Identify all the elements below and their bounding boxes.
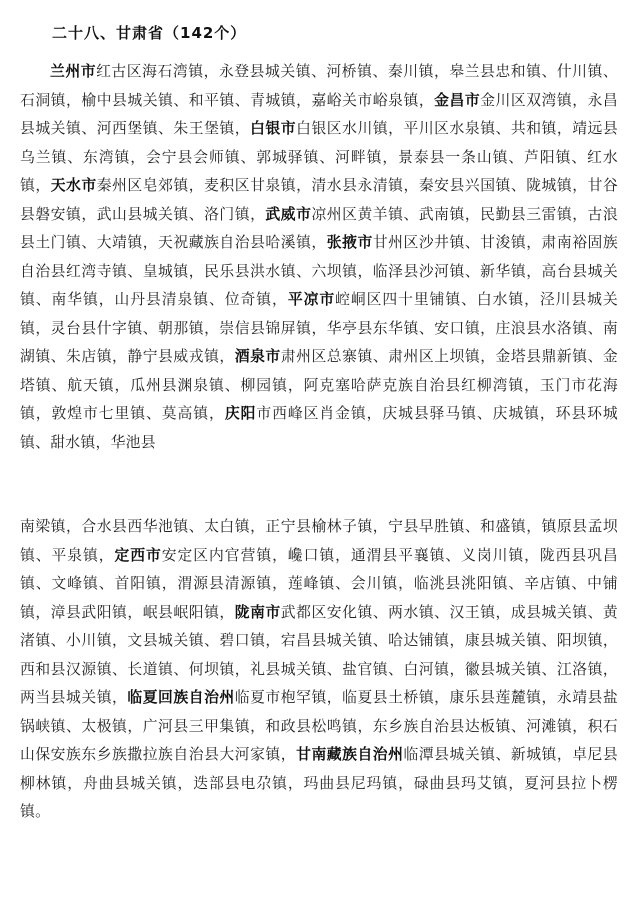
town-list-text: 红古区海石湾镇，永登县城关镇、河桥镇、秦川镇，皋兰县忠和镇、什川镇、石洞镇，榆中县城关镇、和平镇、青城镇，嘉峪关市峪泉镇， <box>20 63 618 109</box>
town-list-text: 安定区内官营镇，巉口镇，通渭县平襄镇、义岗川镇，陇西县巩昌镇、文峰镇、首阳镇，渭源县清源镇，莲峰镇、会川镇，临洮县洮阳镇、辛店镇、中铺镇，漳县武阳镇，岷县岷阳镇， <box>20 546 618 621</box>
city-name: 庆阳 <box>224 405 257 422</box>
town-list-text: 崆峒区四十里铺镇、白水镇，泾川县城关镇，灵台县什字镇、朝那镇，崇信县锦屏镇，华亭县东华镇、安口镇，庄浪县水洛镇、南湖镇、朱店镇，静宁县威戎镇， <box>20 291 618 365</box>
section-title: 二十八、甘肃省（142个） <box>52 24 247 42</box>
town-list-text: 临潭县城关镇、新城镇，卓尼县柳林镇，舟曲县城关镇，迭部县电尕镇，玛曲县尼玛镇，碌曲县玛艾镇，夏河县拉卜楞镇。 <box>20 746 618 820</box>
city-name: 张掖市 <box>326 234 373 251</box>
town-list-text: 南梁镇，合水县西华池镇、太白镇，正宁县榆林子镇，宁县早胜镇、和盛镇，镇原县孟坝镇、平泉镇， <box>20 518 618 564</box>
town-list-text: 凉州区黄羊镇、武南镇，民勤县三雷镇，古浪县土门镇、大靖镇，天祝藏族自治县哈溪镇， <box>20 205 618 251</box>
city-name: 平凉市 <box>287 291 336 308</box>
town-list-paragraph-2 <box>20 513 618 827</box>
town-list-paragraph-1 <box>20 58 618 457</box>
city-name: 陇南市 <box>234 603 281 621</box>
town-list-text: 白银区水川镇，平川区水泉镇、共和镇，靖远县乌兰镇、东湾镇，会宁县会师镇、郭城驿镇、河畔镇，景泰县一条山镇、芦阳镇、红水镇， <box>20 120 618 194</box>
city-name: 兰州市 <box>50 63 97 80</box>
city-name: 金昌市 <box>434 91 481 109</box>
city-name: 甘南藏族自治州 <box>296 746 404 763</box>
city-name: 天水市 <box>50 177 97 194</box>
town-list-text: 肃州区总寨镇、肃州区上坝镇，金塔县鼎新镇、金塔镇、航天镇，瓜州县渊泉镇、柳园镇，阿克塞哈萨克族自治县红柳湾镇，玉门市花海镇，敦煌市七里镇、莫高镇， <box>20 348 619 422</box>
city-name: 武威市 <box>265 205 312 223</box>
town-list-text: 临夏市枹罕镇，临夏县土桥镇，康乐县莲麓镇，永靖县盐锅峡镇、太极镇，广河县三甲集镇，和政县松鸣镇，东乡族自治县达板镇、河滩镇，积石山保安族东乡族撒拉族自治县大河家镇， <box>20 689 618 763</box>
city-name: 定西市 <box>114 546 162 564</box>
city-name: 酒泉市 <box>234 348 281 365</box>
city-name: 白银市 <box>250 120 297 137</box>
city-name: 临夏回族自治州 <box>127 689 235 706</box>
town-list-text: 武都区安化镇、两水镇、汉王镇，成县城关镇、黄渚镇、小川镇，文县城关镇、碧口镇，宕昌县城关镇、哈达铺镇，康县城关镇、阳坝镇，西和县汉源镇、长道镇、何坝镇，礼县城关镇、盐官镇、白河镇，徽县城关镇、江洛镇，两当县城关镇， <box>20 603 619 706</box>
town-list-text: 秦州区皂郊镇，麦积区甘泉镇，清水县永清镇，秦安县兴国镇、陇城镇，甘谷县磐安镇，武山县城关镇、洛门镇， <box>20 177 619 223</box>
town-list-text: 金川区双湾镇，永昌县城关镇、河西堡镇、朱王堡镇， <box>20 91 619 137</box>
town-list-text: 甘州区沙井镇、甘浚镇，肃南裕固族自治县红湾寺镇、皇城镇，民乐县洪水镇、六坝镇，临泽县沙河镇、新华镇，高台县城关镇、南华镇，山丹县清泉镇、位奇镇， <box>20 234 618 308</box>
town-list-text: 市西峰区肖金镇，庆城县驿马镇、庆城镇，环县环城镇、甜水镇，华池县 <box>20 405 619 451</box>
